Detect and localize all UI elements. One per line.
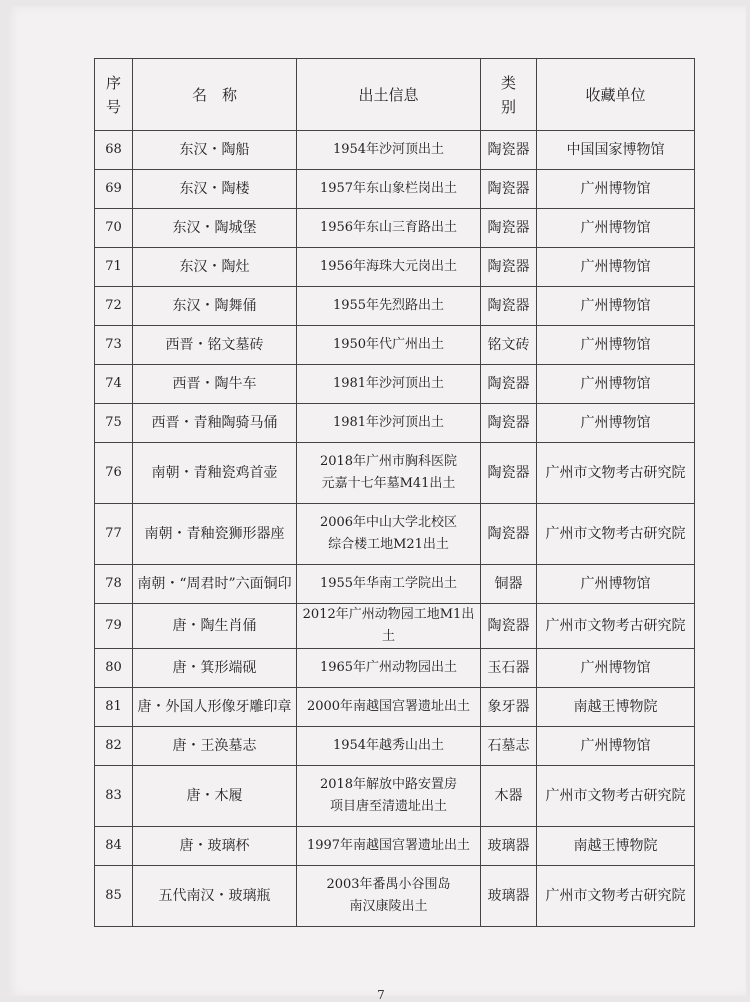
excavation-info-line: 1954年沙河顶出土: [332, 142, 445, 157]
cell-excavation-info: [297, 866, 481, 927]
cell-excavation-info: [297, 404, 481, 443]
cell-collection: 广州博物馆: [537, 649, 695, 688]
cell-name: 东汉・陶船: [133, 131, 297, 170]
table-row: [95, 365, 695, 404]
cell-index: 82: [95, 727, 133, 766]
cell-category: 石墓志: [481, 727, 537, 766]
cell-excavation-info: [297, 688, 481, 727]
cell-category: 铭文砖: [481, 326, 537, 365]
cell-collection: 南越王博物院: [537, 688, 695, 727]
cell-category: 陶瓷器: [481, 404, 537, 443]
cell-index: 74: [95, 365, 133, 404]
cell-collection: 广州博物馆: [537, 248, 695, 287]
excavation-info-line: 1981年沙河顶出土: [332, 415, 445, 430]
cell-excavation-info: [297, 827, 481, 866]
table-row: [95, 504, 695, 565]
cell-collection: 广州博物馆: [537, 170, 695, 209]
cell-index: 79: [95, 604, 133, 649]
cell-collection: 广州市文物考古研究院: [537, 604, 695, 649]
cell-category: 铜器: [481, 565, 537, 604]
cell-name: 唐・木履: [133, 766, 297, 827]
header-info: 出土信息: [297, 59, 481, 131]
cell-index: 76: [95, 443, 133, 504]
cell-name: 东汉・陶灶: [133, 248, 297, 287]
table-row: [95, 287, 695, 326]
excavation-info-line: 1950年代广州出土: [332, 337, 445, 352]
cell-category: 玻璃器: [481, 827, 537, 866]
cell-index: 71: [95, 248, 133, 287]
cell-collection: 广州博物馆: [537, 404, 695, 443]
cell-excavation-info: [297, 287, 481, 326]
cell-collection: 广州博物馆: [537, 365, 695, 404]
cell-name: 东汉・陶楼: [133, 170, 297, 209]
excavation-info-line: 2003年番禺小谷围岛: [326, 877, 451, 892]
cell-excavation-info: [297, 131, 481, 170]
cell-index: 85: [95, 866, 133, 927]
excavation-info-line: 1956年海珠大元岗出土: [319, 259, 458, 274]
cell-index: 72: [95, 287, 133, 326]
cell-category: 陶瓷器: [481, 209, 537, 248]
cell-excavation-info: [297, 326, 481, 365]
cell-collection: 广州市文物考古研究院: [537, 766, 695, 827]
excavation-info-line: 2018年广州市胸科医院: [319, 454, 458, 469]
cell-excavation-info: [297, 365, 481, 404]
table-row: [95, 170, 695, 209]
cell-excavation-info: [297, 209, 481, 248]
table-row: [95, 727, 695, 766]
cell-index: 70: [95, 209, 133, 248]
excavation-info-line: 1955年华南工学院出土: [319, 576, 458, 591]
cell-category: 陶瓷器: [481, 365, 537, 404]
excavation-info-line: 2000年南越国宫署遗址出土: [306, 699, 471, 714]
table-row: [95, 565, 695, 604]
cell-name: 唐・外国人形像牙雕印章: [133, 688, 297, 727]
cell-index: 68: [95, 131, 133, 170]
cell-excavation-info: [297, 727, 481, 766]
header-name: 名 称: [133, 59, 297, 131]
cell-category: 玉石器: [481, 649, 537, 688]
cell-collection: 广州博物馆: [537, 727, 695, 766]
table-header-row: [95, 59, 695, 131]
table-body: [95, 131, 695, 927]
excavation-info-line: 1981年沙河顶出土: [332, 376, 445, 391]
cell-name: 东汉・陶舞俑: [133, 287, 297, 326]
table-row: [95, 688, 695, 727]
cell-collection: 广州博物馆: [537, 326, 695, 365]
excavation-info-line: 1954年越秀山出土: [332, 738, 445, 753]
excavation-info-line: 1957年东山象栏岗出土: [319, 181, 458, 196]
cell-index: 78: [95, 565, 133, 604]
cell-collection: 广州博物馆: [537, 287, 695, 326]
cell-category: 木器: [481, 766, 537, 827]
cell-index: 77: [95, 504, 133, 565]
cell-name: 唐・箕形端砚: [133, 649, 297, 688]
cell-excavation-info: [297, 170, 481, 209]
cell-collection: 广州博物馆: [537, 209, 695, 248]
cell-excavation-info: [297, 766, 481, 827]
cell-collection: 广州市文物考古研究院: [537, 866, 695, 927]
excavation-info-line: 综合楼工地M21出土: [328, 537, 449, 552]
cell-name: 西晋・陶牛车: [133, 365, 297, 404]
document-page: [6, 6, 746, 1002]
cell-category: 陶瓷器: [481, 248, 537, 287]
table-row: [95, 209, 695, 248]
table-row: [95, 827, 695, 866]
table-row: [95, 443, 695, 504]
cell-name: 东汉・陶城堡: [133, 209, 297, 248]
cell-category: 玻璃器: [481, 866, 537, 927]
cell-name: 南朝・青釉瓷鸡首壶: [133, 443, 297, 504]
cell-name: 南朝・青釉瓷狮形器座: [133, 504, 297, 565]
header-category: 类 别: [481, 59, 537, 131]
cell-index: 73: [95, 326, 133, 365]
cell-name: 五代南汉・玻璃瓶: [133, 866, 297, 927]
artifact-table: [94, 58, 695, 927]
cell-category: 陶瓷器: [481, 287, 537, 326]
cell-excavation-info: [297, 504, 481, 565]
header-collection: 收藏单位: [537, 59, 695, 131]
cell-excavation-info: [297, 248, 481, 287]
page-number: 7: [377, 988, 385, 1002]
cell-category: 陶瓷器: [481, 443, 537, 504]
excavation-info-line: 2012年广州动物园工地M1出土: [302, 607, 475, 644]
excavation-info-line: 元嘉十七年墓M41出土: [321, 476, 456, 491]
header-index: 序 号: [95, 59, 133, 131]
excavation-info-line: 1965年广州动物园出土: [319, 660, 458, 675]
table-row: [95, 404, 695, 443]
excavation-info-line: 1997年南越国宫署遗址出土: [306, 838, 471, 853]
cell-index: 75: [95, 404, 133, 443]
cell-name: 唐・陶生肖俑: [133, 604, 297, 649]
cell-category: 象牙器: [481, 688, 537, 727]
table-row: [95, 766, 695, 827]
excavation-info-line: 1956年东山三育路出土: [319, 220, 458, 235]
cell-category: 陶瓷器: [481, 504, 537, 565]
cell-index: 84: [95, 827, 133, 866]
cell-name: 西晋・铭文墓砖: [133, 326, 297, 365]
excavation-info-line: 1955年先烈路出土: [332, 298, 445, 313]
table-row: [95, 604, 695, 649]
cell-name: 唐・王涣墓志: [133, 727, 297, 766]
excavation-info-line: 南汉康陵出土: [349, 899, 428, 914]
cell-category: 陶瓷器: [481, 170, 537, 209]
cell-name: 南朝・“周君时”六面铜印: [133, 565, 297, 604]
table-row: [95, 866, 695, 927]
table-row: [95, 326, 695, 365]
cell-excavation-info: [297, 565, 481, 604]
cell-name: 唐・玻璃杯: [133, 827, 297, 866]
cell-excavation-info: [297, 443, 481, 504]
table-row: [95, 649, 695, 688]
cell-index: 81: [95, 688, 133, 727]
table-row: [95, 248, 695, 287]
excavation-info-line: 项目唐至清遗址出土: [329, 799, 447, 814]
table-row: [95, 131, 695, 170]
cell-excavation-info: [297, 649, 481, 688]
cell-category: 陶瓷器: [481, 131, 537, 170]
excavation-info-line: 2018年解放中路安置房: [319, 777, 458, 792]
cell-index: 83: [95, 766, 133, 827]
cell-collection: 中国国家博物馆: [537, 131, 695, 170]
cell-index: 80: [95, 649, 133, 688]
cell-collection: 南越王博物院: [537, 827, 695, 866]
cell-collection: 广州市文物考古研究院: [537, 504, 695, 565]
cell-category: 陶瓷器: [481, 604, 537, 649]
cell-collection: 广州市文物考古研究院: [537, 443, 695, 504]
cell-collection: 广州博物馆: [537, 565, 695, 604]
cell-index: 69: [95, 170, 133, 209]
excavation-info-line: 2006年中山大学北校区: [319, 515, 458, 530]
cell-name: 西晋・青釉陶骑马俑: [133, 404, 297, 443]
cell-excavation-info: [297, 604, 481, 649]
